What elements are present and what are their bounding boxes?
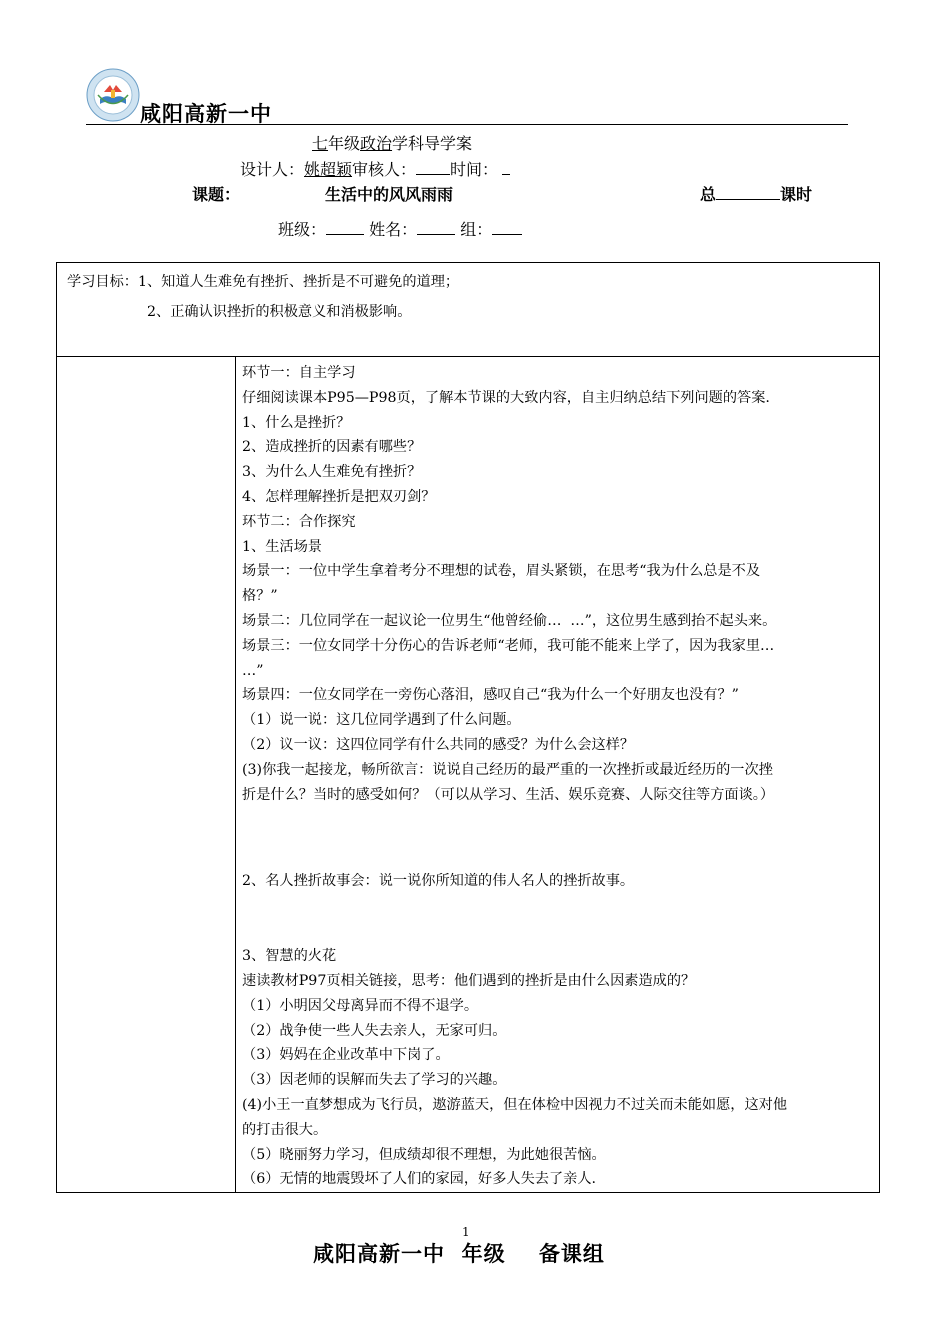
lesson-table <box>56 262 880 1193</box>
section-1-title: 环节一：自主学习 <box>242 365 356 381</box>
reviewer-label: 审核人： <box>352 160 417 179</box>
question: 2、造成挫折的因素有哪些？ <box>242 439 422 456</box>
subject: 政治 <box>360 134 393 153</box>
group-label: 组： <box>460 220 493 239</box>
case-item: 的打击很大。 <box>242 1121 328 1138</box>
reading-task: 速读教材P97页相关链接，思考：他们遇到的挫折是由什么因素造成的？ <box>242 972 696 989</box>
goals-row <box>57 263 880 357</box>
class-blank <box>326 220 364 235</box>
discussion-item: 折是什么？当时的感受如何？（可以从学习、生活、娱乐竞赛、人际交往等方面谈。） <box>242 786 775 803</box>
question: 3、为什么人生难免有挫折？ <box>242 464 422 481</box>
designer: 姚超颖 <box>304 160 353 179</box>
topic-label: 课题： <box>192 185 241 204</box>
subsection-title: 2、名人挫折故事会：说一说你所知道的伟人名人的挫折故事。 <box>242 873 635 890</box>
grade: 七 <box>312 134 329 153</box>
case-item: （1）小明因父母离异而不得不退学。 <box>242 997 479 1014</box>
total-periods <box>700 182 812 205</box>
case-item: （2）战争使一些人失去亲人，无家可归。 <box>242 1022 507 1039</box>
question: 4、怎样理解挫折是把双刃剑？ <box>242 488 436 505</box>
reviewer-blank <box>416 160 450 175</box>
scene-text: …” <box>242 662 264 679</box>
grade-subject-line <box>312 131 472 154</box>
discussion-item: (3)你我一起接龙，畅所欲言：说说自己经历的最严重的一次挫折或最近经历的一次挫 <box>242 761 773 778</box>
case-item: （6）无情的地震毁坏了人们的家园，好多人失去了亲人. <box>242 1171 597 1188</box>
page-number: 1 <box>462 1225 470 1239</box>
scene-text: 场景一：一位中学生拿着考分不理想的试卷，眉头紧锁，在思考“我为什么总是不及 <box>242 563 761 580</box>
school-name: 咸阳高新一中 <box>140 102 272 126</box>
answer-space <box>242 894 873 944</box>
total-label: 总 <box>700 185 717 204</box>
content-column <box>236 357 880 1193</box>
intro-text: 仔细阅读课本P95—P98页，了解本节课的大致内容，自主归纳总结下列问题的答案. <box>242 389 770 406</box>
goal-2: 2、正确认识挫折的积极意义和消极影响。 <box>147 304 412 320</box>
designer-line <box>240 157 510 180</box>
scene-text: 场景二：几位同学在一起议论一位男生“他曾经偷… …”，这位男生感到抬不起头来。 <box>242 612 777 629</box>
topic-line <box>192 182 832 205</box>
student-info-line <box>278 217 522 240</box>
scene-text: 格？” <box>242 588 278 605</box>
case-item: （3）妈妈在企业改革中下岗了。 <box>242 1047 450 1064</box>
designer-label: 设计人： <box>240 160 305 179</box>
name-label: 姓名： <box>369 220 418 239</box>
discussion-item: （2）议一议：这四位同学有什么共同的感受？为什么会这样？ <box>242 736 635 753</box>
notes-column <box>57 357 236 1193</box>
case-item: （5）晓丽努力学习，但成绩却很不理想，为此她很苦恼。 <box>242 1146 606 1163</box>
topic: 生活中的风风雨雨 <box>325 185 454 204</box>
content-row <box>57 357 880 1193</box>
section-2-title: 环节二：合作探究 <box>242 513 356 530</box>
header-divider <box>86 124 848 125</box>
subsection-title: 1、生活场景 <box>242 538 322 555</box>
case-item: （3）因老师的误解而失去了学习的兴趣。 <box>242 1072 507 1089</box>
doc-type: 学科导学案 <box>392 134 473 153</box>
scene-text: 场景三：一位女同学十分伤心的告诉老师“老师，我可能不能来上学了，因为我家里… <box>242 637 775 654</box>
time-label: 时间： <box>450 160 499 179</box>
period-label: 课时 <box>780 185 813 204</box>
question: 1、什么是挫折？ <box>242 414 351 431</box>
goal-1: 学习目标：1、知道人生难免有挫折、挫折是不可避免的道理； <box>67 274 460 290</box>
group-blank <box>492 220 522 235</box>
name-blank <box>417 220 455 235</box>
answer-space <box>242 807 873 869</box>
grade-suffix: 年级 <box>328 134 361 153</box>
total-blank <box>716 185 780 200</box>
case-item: (4)小王一直梦想成为飞行员，遨游蓝天，但在体检中因视力不过关而未能如愿，这对他 <box>242 1096 788 1113</box>
learning-goals <box>57 263 880 357</box>
scene-text: 场景四：一位女同学在一旁伤心落泪，感叹自己“我为什么一个好朋友也没有？” <box>242 687 739 704</box>
class-label: 班级： <box>278 220 327 239</box>
footer-title: 咸阳高新一中 年级 备课组 <box>313 1242 605 1266</box>
time-blank <box>502 160 510 175</box>
discussion-item: （1）说一说：这几位同学遇到了什么问题。 <box>242 712 521 729</box>
subsection-title: 3、智慧的火花 <box>242 948 337 965</box>
school-logo <box>86 68 140 122</box>
